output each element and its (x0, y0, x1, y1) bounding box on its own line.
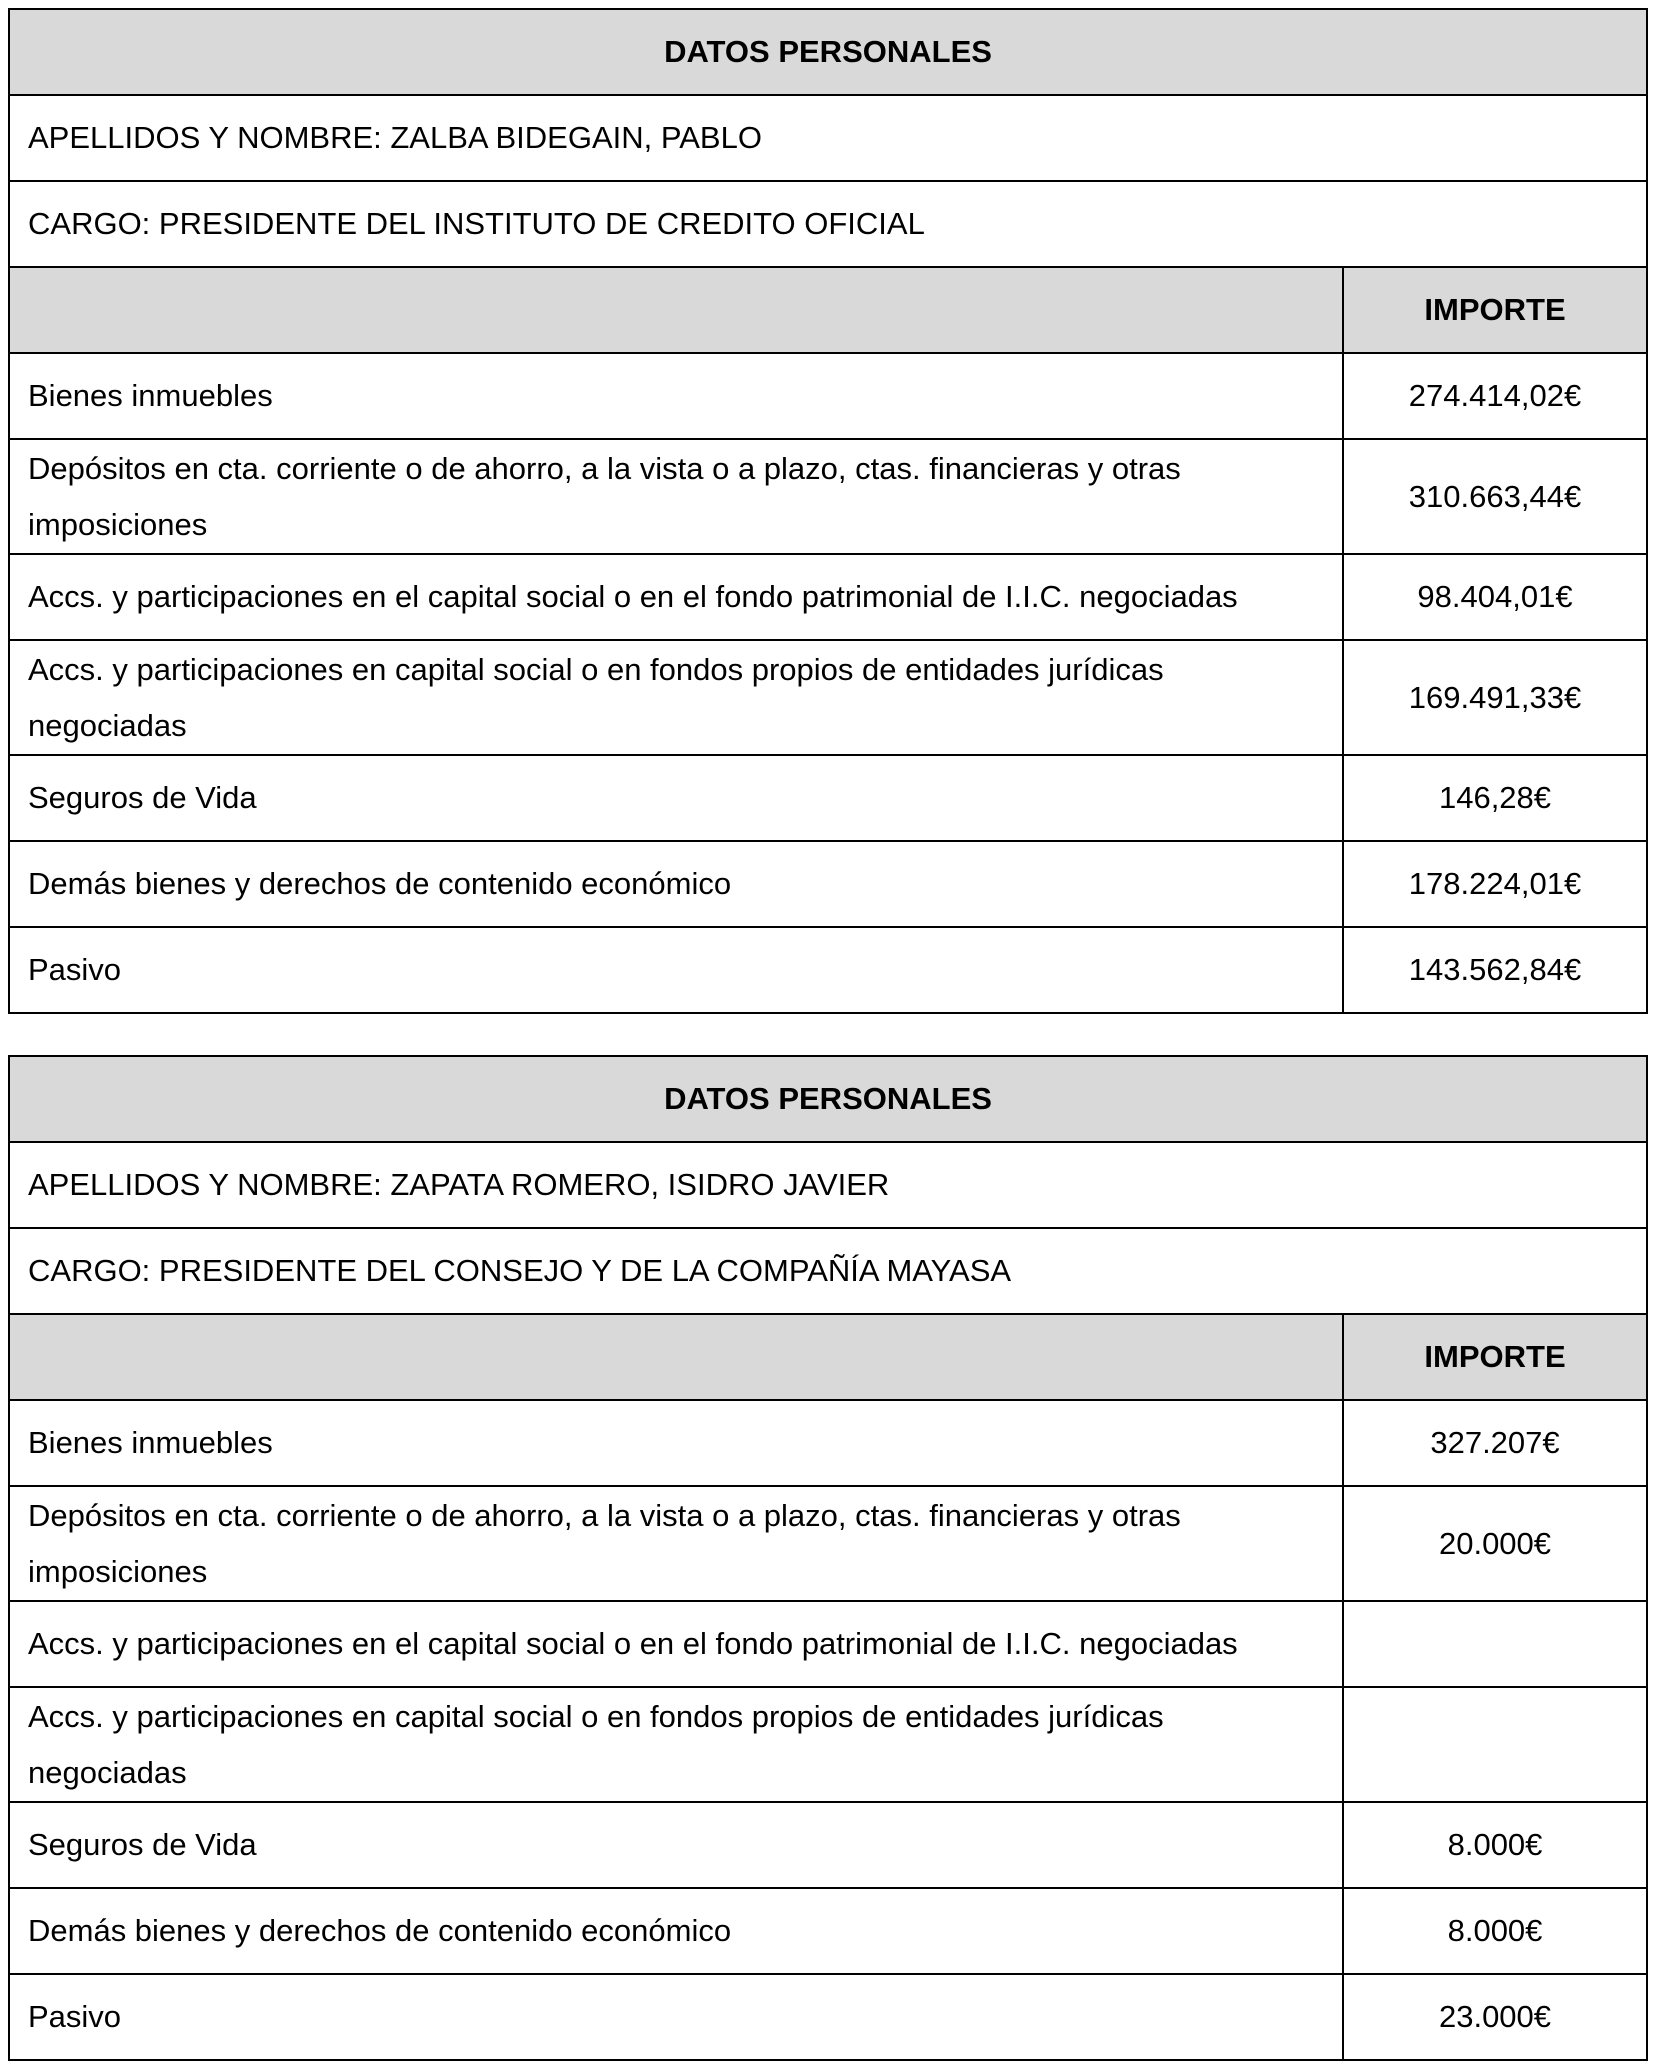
concept-cell: Seguros de Vida (9, 755, 1343, 841)
concept-cell: Bienes inmuebles (9, 353, 1343, 439)
amount-cell: 8.000€ (1343, 1888, 1647, 1974)
concept-cell: Accs. y participaciones en capital social o en fondos propios de entidades jurídicas negociadas (9, 1687, 1343, 1802)
cargo-line: CARGO: PRESIDENTE DEL CONSEJO Y DE LA COMPAÑÍA MAYASA (9, 1228, 1647, 1314)
concept-cell: Depósitos en cta. corriente o de ahorro, a la vista o a plazo, ctas. financieras y otras imposiciones (9, 439, 1343, 554)
concept-cell: Accs. y participaciones en el capital social o en el fondo patrimonial de I.I.C. negociadas (9, 1601, 1343, 1687)
amount-cell: 23.000€ (1343, 1974, 1647, 2060)
table-row (9, 1888, 1647, 1974)
amount-cell (1343, 1601, 1647, 1687)
table-row (9, 1400, 1647, 1486)
concept-cell: Demás bienes y derechos de contenido económico (9, 1888, 1343, 1974)
amount-cell: 8.000€ (1343, 1802, 1647, 1888)
name-line: APELLIDOS Y NOMBRE: ZALBA BIDEGAIN, PABLO (9, 95, 1647, 181)
concept-cell: Depósitos en cta. corriente o de ahorro, a la vista o a plazo, ctas. financieras y otras imposiciones (9, 1486, 1343, 1601)
amount-cell: 146,28€ (1343, 755, 1647, 841)
concept-cell: Seguros de Vida (9, 1802, 1343, 1888)
concept-column-header (9, 1314, 1343, 1400)
table-row (9, 640, 1647, 755)
amount-column-header: IMPORTE (1343, 1314, 1647, 1400)
concept-column-header (9, 267, 1343, 353)
amount-cell (1343, 1687, 1647, 1802)
concept-cell: Accs. y participaciones en capital social o en fondos propios de entidades jurídicas negociadas (9, 640, 1343, 755)
table-row (9, 1601, 1647, 1687)
asset-declaration-table (8, 8, 1648, 1014)
table-row (9, 755, 1647, 841)
table-row (9, 439, 1647, 554)
table-row (9, 554, 1647, 640)
amount-cell: 98.404,01€ (1343, 554, 1647, 640)
cargo-line: CARGO: PRESIDENTE DEL INSTITUTO DE CREDITO OFICIAL (9, 181, 1647, 267)
table-row (9, 1687, 1647, 1802)
section-header: DATOS PERSONALES (9, 1056, 1647, 1142)
amount-cell: 327.207€ (1343, 1400, 1647, 1486)
table-row (9, 841, 1647, 927)
concept-cell: Demás bienes y derechos de contenido económico (9, 841, 1343, 927)
amount-cell: 169.491,33€ (1343, 640, 1647, 755)
concept-cell: Bienes inmuebles (9, 1400, 1343, 1486)
amount-cell: 20.000€ (1343, 1486, 1647, 1601)
table-row (9, 353, 1647, 439)
asset-declaration-table (8, 1055, 1648, 2061)
table-row (9, 1486, 1647, 1601)
table-row (9, 927, 1647, 1013)
amount-cell: 143.562,84€ (1343, 927, 1647, 1013)
section-header: DATOS PERSONALES (9, 9, 1647, 95)
concept-cell: Accs. y participaciones en el capital social o en el fondo patrimonial de I.I.C. negociadas (9, 554, 1343, 640)
amount-cell: 274.414,02€ (1343, 353, 1647, 439)
amount-cell: 310.663,44€ (1343, 439, 1647, 554)
table-row (9, 1974, 1647, 2060)
name-line: APELLIDOS Y NOMBRE: ZAPATA ROMERO, ISIDRO JAVIER (9, 1142, 1647, 1228)
amount-column-header: IMPORTE (1343, 267, 1647, 353)
concept-cell: Pasivo (9, 927, 1343, 1013)
concept-cell: Pasivo (9, 1974, 1343, 2060)
amount-cell: 178.224,01€ (1343, 841, 1647, 927)
table-row (9, 1802, 1647, 1888)
